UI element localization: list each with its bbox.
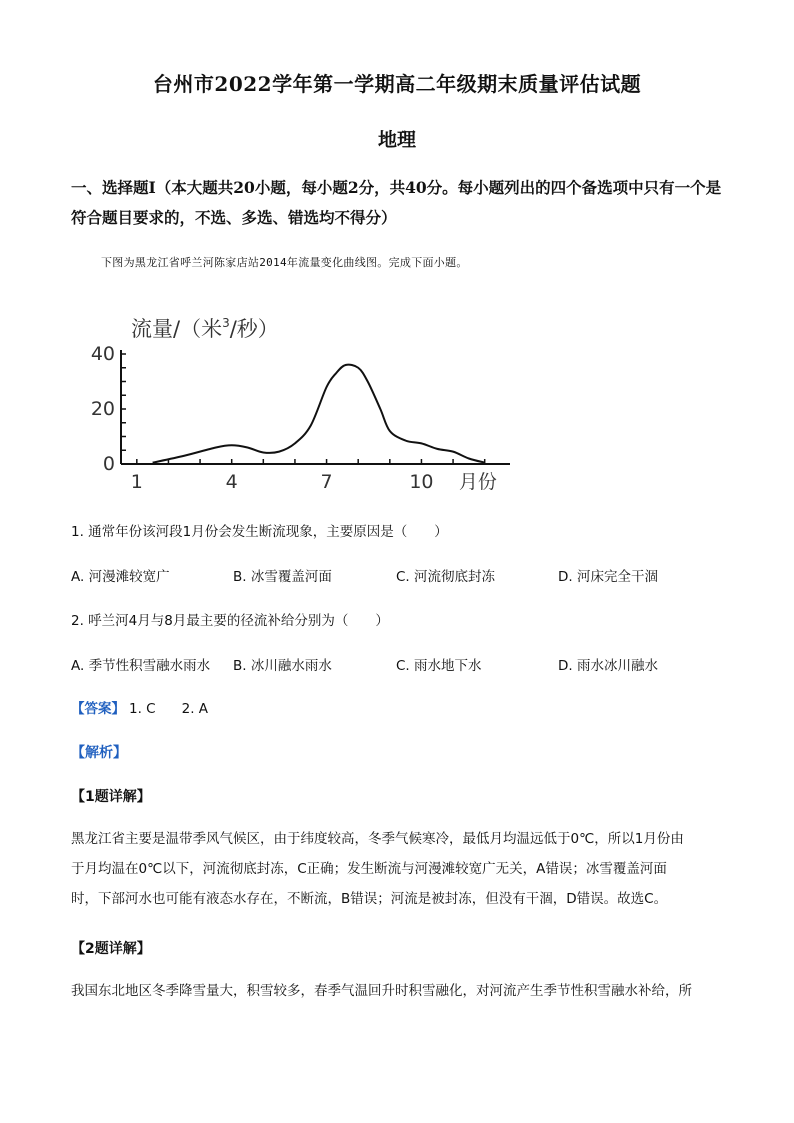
q1-option-a[interactable]: A. 河漫滩较宽广 <box>71 569 170 585</box>
detail-2-line: 我国东北地区冬季降雪量大，积雪较多，春季气温回升时积雪融化，对河流产生季节性积雪融水补给，所 <box>71 983 692 999</box>
q2-option-a[interactable]: A. 季节性积雪融水雨水 <box>71 658 211 674</box>
subject-title: 地理 <box>377 129 416 151</box>
y-axis-label: 流量/（米$^3$/秒） <box>131 316 279 341</box>
question-2-stem: 2. 呼兰河4月与8月最主要的径流补给分别为（ ） <box>71 613 389 629</box>
x-tick-label: 7 <box>320 471 333 493</box>
detail-1-text <box>71 824 721 914</box>
x-tick-label: 1 <box>130 471 143 493</box>
answer-1: 1. C <box>129 701 156 717</box>
detail-2-text <box>71 976 721 1006</box>
question-intro: 下图为黑龙江省呼兰河陈家店站2014年流量变化曲线图。完成下面小题。 <box>101 256 468 269</box>
answer-line <box>71 697 208 717</box>
analysis-label: 【解析】 <box>71 745 127 761</box>
q1-option-b[interactable]: B. 冰雪覆盖河面 <box>233 569 332 585</box>
x-tick-label: 4 <box>225 471 238 493</box>
detail-1-label: 【1题详解】 <box>71 789 151 805</box>
y-tick-label: 20 <box>90 398 115 420</box>
answer-label: 【答案】 <box>71 701 125 717</box>
flow-series-line <box>153 365 485 463</box>
x-axis-label: 月份 <box>458 471 497 493</box>
chart-ticks <box>91 343 434 493</box>
detail-2-label: 【2题详解】 <box>71 941 151 957</box>
detail-1-line: 于月均温在0℃以下，河流彻底封冻，C正确；发生断流与河漫滩较宽广无关，A错误；冰雪覆盖河面 <box>71 861 667 877</box>
detail-1-line: 黑龙江省主要是温带季风气候区，由于纬度较高，冬季气候寒冷，最低月均温远低于0℃，所以1月份由 <box>71 831 684 847</box>
y-tick-label: 0 <box>102 453 115 475</box>
q2-option-b[interactable]: B. 冰川融水雨水 <box>233 658 332 674</box>
answer-2: 2. A <box>181 701 209 717</box>
flow-chart <box>90 306 525 496</box>
section-heading: 一、选择题Ⅰ（本大题共20小题，每小题2分，共40分。每小题列出的四个备选项中只有一个是符合题目要求的，不选、多选、错选均不得分） <box>71 178 722 227</box>
q1-option-d[interactable]: D. 河床完全干涸 <box>558 569 658 585</box>
y-tick-label: 40 <box>90 343 115 365</box>
q2-option-c[interactable]: C. 雨水地下水 <box>396 658 482 674</box>
x-tick-label: 10 <box>409 471 434 493</box>
q2-option-d[interactable]: D. 雨水冰川融水 <box>558 658 658 674</box>
question-1-stem: 1. 通常年份该河段1月份会发生断流现象，主要原因是（ ） <box>71 524 448 540</box>
q1-option-c[interactable]: C. 河流彻底封冻 <box>396 569 496 585</box>
chart-axes <box>121 350 510 464</box>
detail-1-line: 时，下部河水也可能有液态水存在，不断流，B错误；河流是被封冻，但没有干涸，D错误。故选C。 <box>71 891 668 907</box>
exam-title: 台州市2022学年第一学期高二年级期末质量评估试题 <box>152 72 642 96</box>
